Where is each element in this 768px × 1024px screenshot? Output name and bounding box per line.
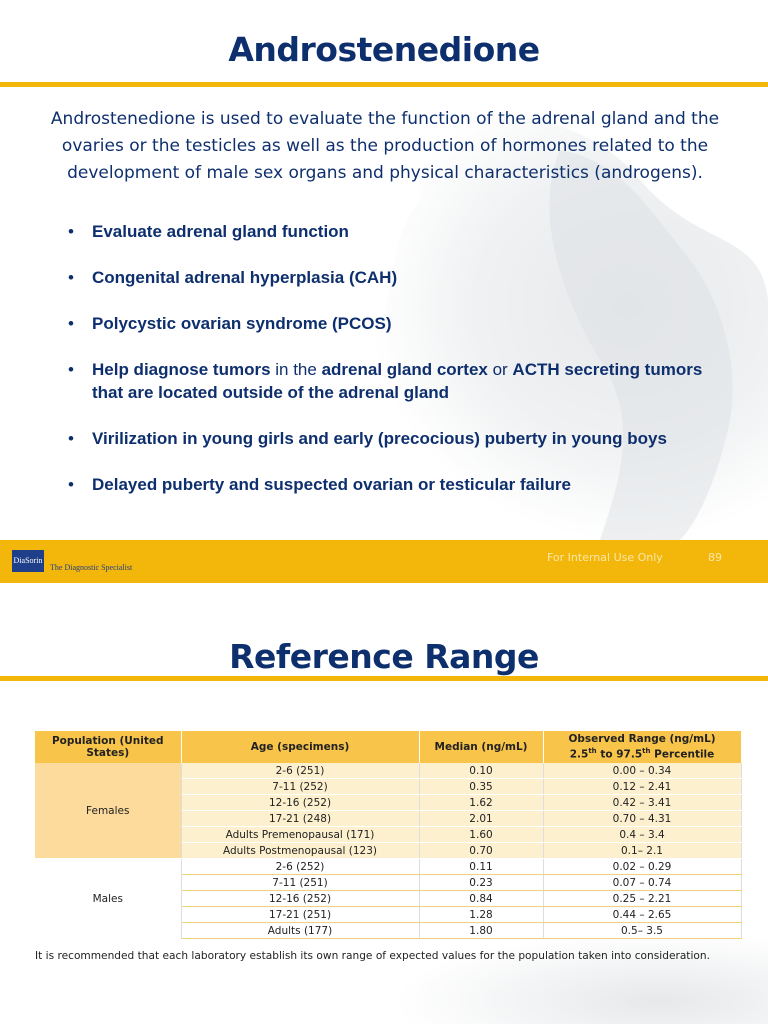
range-cell: 0.00 – 0.34 <box>543 763 741 779</box>
slide-reference-range <box>0 610 768 1024</box>
age-cell: 2-6 (252) <box>181 859 419 875</box>
range-header-text: to 97.5 <box>596 748 643 761</box>
intro-paragraph: Androstenedione is used to evaluate the function of the adrenal gland and the ovaries or the testicles as well as the production of hormones related to the development of male sex organs and physical characteristics (androgens). <box>50 109 720 183</box>
median-cell: 0.23 <box>419 875 543 891</box>
list-item-text: Evaluate adrenal gland function <box>92 222 349 241</box>
median-cell: 0.11 <box>419 859 543 875</box>
table-row <box>35 763 741 779</box>
age-cell: Adults Postmenopausal (123) <box>181 843 419 859</box>
range-header-line1: Observed Range (ng/mL) <box>568 733 716 746</box>
median-cell: 1.80 <box>419 923 543 939</box>
page-number: 89 <box>708 551 722 564</box>
table-header-row <box>35 731 741 763</box>
title-divider <box>0 676 768 681</box>
range-header-text: Percentile <box>650 748 715 761</box>
column-header-population: Population (United States) <box>35 731 181 763</box>
list-item-text: Polycystic ovarian syndrome (PCOS) <box>92 314 392 333</box>
median-cell: 1.62 <box>419 795 543 811</box>
median-cell: 2.01 <box>419 811 543 827</box>
logo-tagline: The Diagnostic Specialist <box>50 563 133 572</box>
reference-range-table <box>35 731 742 939</box>
range-cell: 0.4 – 3.4 <box>543 827 741 843</box>
list-item <box>68 427 728 450</box>
range-cell: 0.42 – 3.41 <box>543 795 741 811</box>
population-cell: Females <box>35 763 181 859</box>
age-cell: 7-11 (251) <box>181 875 419 891</box>
bullet-icon: • <box>68 360 74 379</box>
age-cell: 17-21 (251) <box>181 907 419 923</box>
list-item-text: or <box>487 360 513 379</box>
population-cell: Males <box>35 859 181 939</box>
median-cell: 1.60 <box>419 827 543 843</box>
column-header-range <box>543 731 741 763</box>
list-item-text: Congenital adrenal hyperplasia (CAH) <box>92 268 398 287</box>
column-header-median: Median (ng/mL) <box>419 731 543 763</box>
list-item-text: in the <box>270 360 322 379</box>
bullet-icon: • <box>68 475 74 494</box>
range-cell: 0.70 – 4.31 <box>543 811 741 827</box>
range-cell: 0.07 – 0.74 <box>543 875 741 891</box>
list-item-text: ACTH secreting tumors that are located outside of the adrenal gland <box>92 360 703 402</box>
footer-band <box>0 540 768 583</box>
age-cell: 2-6 (251) <box>181 763 419 779</box>
column-header-age: Age (specimens) <box>181 731 419 763</box>
age-cell: 17-21 (248) <box>181 811 419 827</box>
range-cell: 0.5– 3.5 <box>543 923 741 939</box>
page-title: Androstenedione <box>228 30 540 69</box>
bullet-icon: • <box>68 429 74 448</box>
table-row <box>35 859 741 875</box>
median-cell: 0.84 <box>419 891 543 907</box>
median-cell: 1.28 <box>419 907 543 923</box>
bullet-icon: • <box>68 222 74 241</box>
age-cell: Adults (177) <box>181 923 419 939</box>
age-cell: 12-16 (252) <box>181 795 419 811</box>
median-cell: 0.35 <box>419 779 543 795</box>
indication-list <box>68 220 728 496</box>
footer-note: For Internal Use Only <box>547 551 663 564</box>
list-item-text: Help diagnose tumors <box>92 360 271 379</box>
list-item-text: Virilization in young girls and early (precocious) puberty in young boys <box>92 429 667 448</box>
diasorin-logo: DiaSorin <box>12 550 44 572</box>
median-cell: 0.10 <box>419 763 543 779</box>
list-item <box>68 473 728 496</box>
list-item-text: adrenal gland cortex <box>321 360 488 379</box>
bullet-icon: • <box>68 314 74 333</box>
page-title: Reference Range <box>229 637 539 676</box>
age-cell: 12-16 (252) <box>181 891 419 907</box>
title-divider <box>0 82 768 87</box>
age-cell: Adults Premenopausal (171) <box>181 827 419 843</box>
list-item-text: Delayed puberty and suspected ovarian or testicular failure <box>92 475 571 494</box>
list-item <box>68 312 728 335</box>
median-cell: 0.70 <box>419 843 543 859</box>
range-cell: 0.1– 2.1 <box>543 843 741 859</box>
list-item <box>68 266 728 289</box>
recommendation-note: It is recommended that each laboratory establish its own range of expected values for the population taken into consideration. <box>35 950 710 962</box>
age-cell: 7-11 (252) <box>181 779 419 795</box>
range-cell: 0.44 – 2.65 <box>543 907 741 923</box>
range-header-sup: th <box>642 747 651 756</box>
bullet-icon: • <box>68 268 74 287</box>
range-header-text: 2.5 <box>569 748 589 761</box>
list-item <box>68 220 728 243</box>
range-header-sup: th <box>588 747 597 756</box>
range-cell: 0.25 – 2.21 <box>543 891 741 907</box>
range-cell: 0.12 – 2.41 <box>543 779 741 795</box>
list-item <box>68 358 728 404</box>
range-cell: 0.02 – 0.29 <box>543 859 741 875</box>
